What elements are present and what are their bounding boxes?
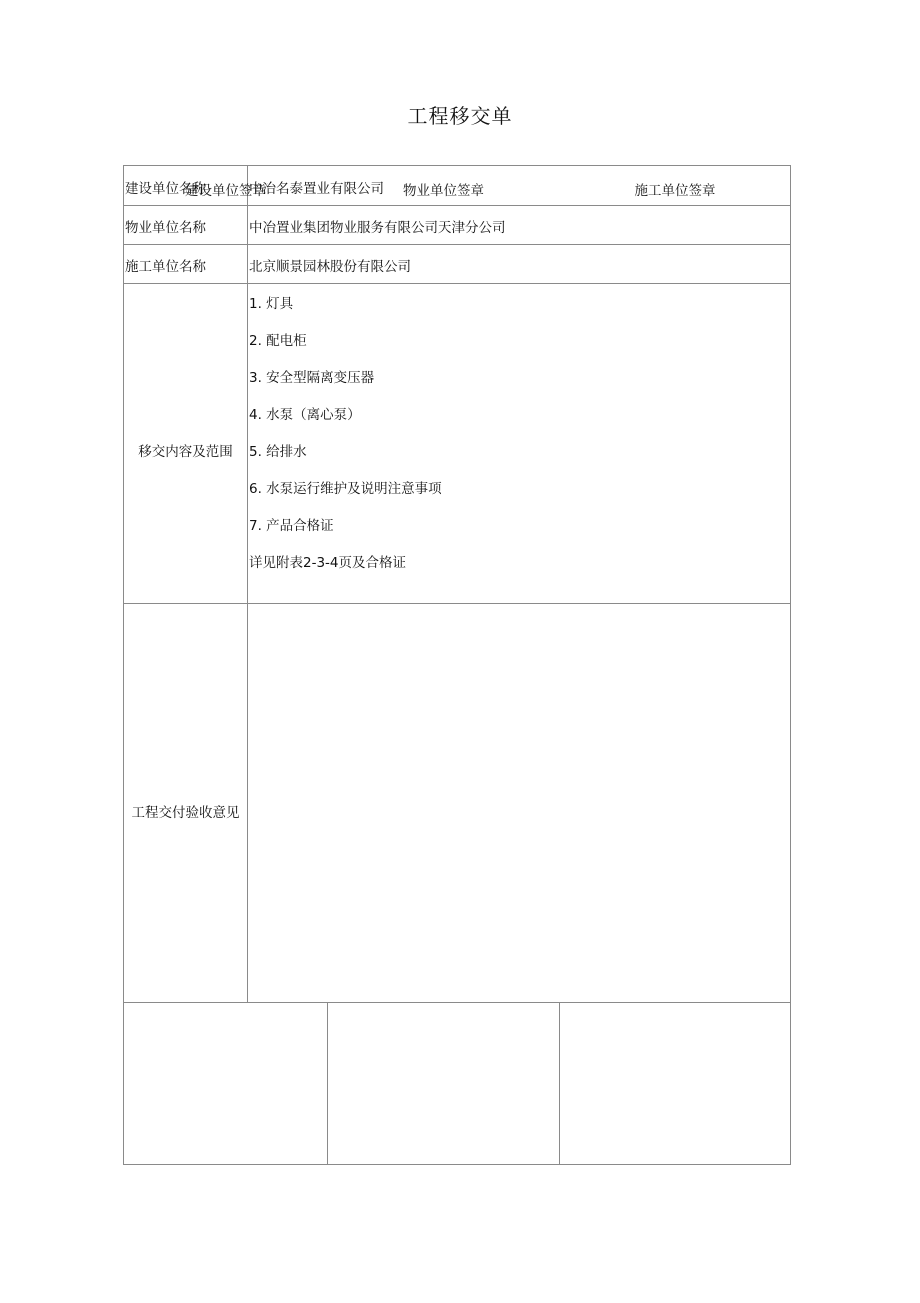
construction-signature-area[interactable] [124, 1026, 327, 1161]
row-divider [124, 205, 790, 206]
builder-unit-value: 北京顺景园林股份有限公司 [249, 259, 411, 275]
builder-signature-area[interactable] [560, 1026, 790, 1161]
page-title: 工程移交单 [407, 104, 513, 128]
handover-item: 7. 产品合格证 [249, 518, 334, 534]
handover-scope-label: 移交内容及范围 [138, 444, 233, 460]
handover-item: 1. 灯具 [249, 296, 294, 312]
construction-unit-value: 中冶名泰置业有限公司 [249, 181, 384, 197]
handover-item: 6. 水泵运行维护及说明注意事项 [249, 481, 442, 497]
construction-unit-label: 建设单位名称 [125, 181, 206, 197]
construction-signature-label: 建设单位签章 [185, 183, 266, 199]
handover-item: 4. 水泵（离心泵） [249, 407, 361, 423]
acceptance-opinion-label: 工程交付验收意见 [131, 805, 240, 821]
row-divider [124, 283, 790, 284]
row-divider [124, 1002, 790, 1003]
property-signature-area[interactable] [328, 1026, 559, 1161]
column-divider [247, 166, 248, 1002]
builder-signature-label: 施工单位签章 [634, 183, 716, 199]
row-divider [124, 244, 790, 245]
property-unit-value: 中冶置业集团物业服务有限公司天津分公司 [249, 220, 506, 236]
property-signature-label: 物业单位签章 [403, 183, 484, 199]
handover-item: 详见附表2-3-4页及合格证 [249, 555, 407, 571]
builder-unit-label: 施工单位名称 [125, 259, 206, 275]
acceptance-opinion-field[interactable] [249, 616, 779, 986]
row-divider [124, 603, 790, 604]
handover-item: 5. 给排水 [249, 444, 307, 460]
handover-form-table [123, 165, 791, 1165]
property-unit-label: 物业单位名称 [125, 220, 206, 236]
handover-item: 2. 配电柜 [249, 333, 307, 349]
handover-item: 3. 安全型隔离变压器 [249, 370, 375, 386]
